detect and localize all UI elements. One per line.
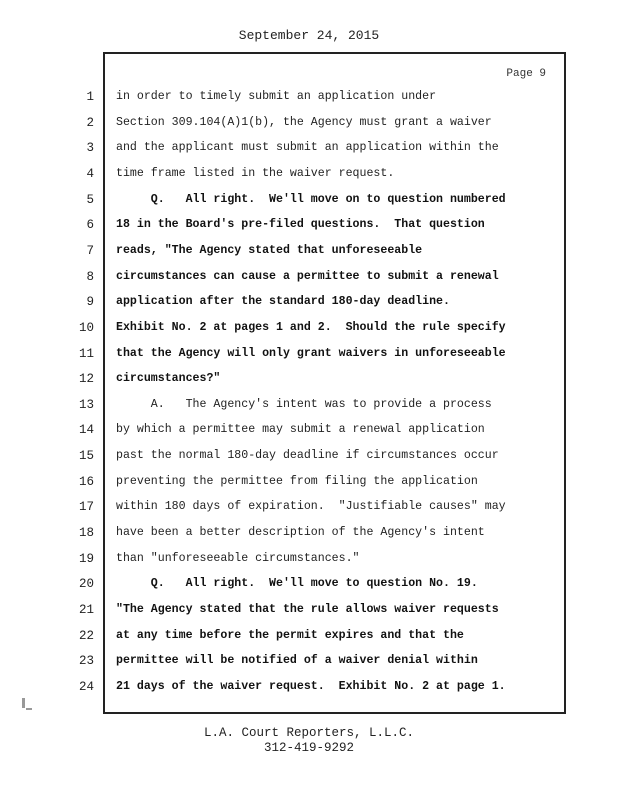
transcript-line: in order to timely submit an application under xyxy=(116,90,437,103)
transcript-line: than "unforeseeable circumstances." xyxy=(116,552,360,565)
footer xyxy=(0,726,618,756)
line-number: 24 xyxy=(78,680,94,694)
transcript-line: reads, "The Agency stated that unforeseeable xyxy=(116,244,423,257)
line-number: 11 xyxy=(78,347,94,361)
line-number: 6 xyxy=(86,218,94,232)
transcript-line: at any time before the permit expires and that the xyxy=(116,629,464,642)
transcript-line: "The Agency stated that the rule allows waiver requests xyxy=(116,603,499,616)
transcript-line: circumstances?" xyxy=(116,372,221,385)
line-number: 12 xyxy=(78,372,94,386)
transcript-line: have been a better description of the Agency's intent xyxy=(116,526,485,539)
line-number: 3 xyxy=(86,141,94,155)
transcript-line: preventing the permittee from filing the application xyxy=(116,475,478,488)
line-number: 14 xyxy=(78,423,94,437)
line-number: 5 xyxy=(86,193,94,207)
line-number: 15 xyxy=(78,449,94,463)
header-date: September 24, 2015 xyxy=(238,28,380,43)
transcript-line: A. The Agency's intent was to provide a process xyxy=(116,398,492,411)
transcript-line: Section 309.104(A)1(b), the Agency must grant a waiver xyxy=(116,116,492,129)
transcript-line: past the normal 180-day deadline if circumstances occur xyxy=(116,449,499,462)
transcript-line: Exhibit No. 2 at pages 1 and 2. Should the rule specify xyxy=(116,321,506,334)
line-number: 10 xyxy=(78,321,94,335)
transcript-line: 18 in the Board's pre-filed questions. That question xyxy=(116,218,485,231)
line-number: 7 xyxy=(86,244,94,258)
line-number: 8 xyxy=(86,270,94,284)
line-number: 1 xyxy=(86,90,94,104)
transcript-line: that the Agency will only grant waivers in unforeseeable xyxy=(116,347,506,360)
line-number: 4 xyxy=(86,167,94,181)
transcript-line: and the applicant must submit an application within the xyxy=(116,141,499,154)
line-number: 23 xyxy=(78,654,94,668)
transcript-line: application after the standard 180-day deadline. xyxy=(116,295,450,308)
transcript-line: Q. All right. We'll move to question No. 19. xyxy=(116,577,478,590)
line-number: 9 xyxy=(86,295,94,309)
scan-artifact xyxy=(22,698,25,708)
transcript-line: circumstances can cause a permittee to submit a renewal xyxy=(116,270,499,283)
transcript-line: by which a permittee may submit a renewal application xyxy=(116,423,485,436)
scan-artifact xyxy=(26,708,32,710)
transcript-line: permittee will be notified of a waiver denial within xyxy=(116,654,478,667)
line-number: 2 xyxy=(86,116,94,130)
transcript-line: 21 days of the waiver request. Exhibit No. 2 at page 1. xyxy=(116,680,506,693)
line-number: 13 xyxy=(78,398,94,412)
line-number: 22 xyxy=(78,629,94,643)
line-number: 21 xyxy=(78,603,94,617)
page-number: Page 9 xyxy=(506,68,546,80)
line-number: 19 xyxy=(78,552,94,566)
footer-phone: 312-419-9292 xyxy=(263,741,354,755)
footer-company: L.A. Court Reporters, L.L.C. xyxy=(203,726,415,740)
transcript-line: Q. All right. We'll move on to question numbered xyxy=(116,193,506,206)
line-number: 17 xyxy=(78,500,94,514)
line-number: 16 xyxy=(78,475,94,489)
transcript-line: time frame listed in the waiver request. xyxy=(116,167,395,180)
line-number: 18 xyxy=(78,526,94,540)
line-number: 20 xyxy=(78,577,94,591)
transcript-line: within 180 days of expiration. "Justifiable causes" may xyxy=(116,500,506,513)
